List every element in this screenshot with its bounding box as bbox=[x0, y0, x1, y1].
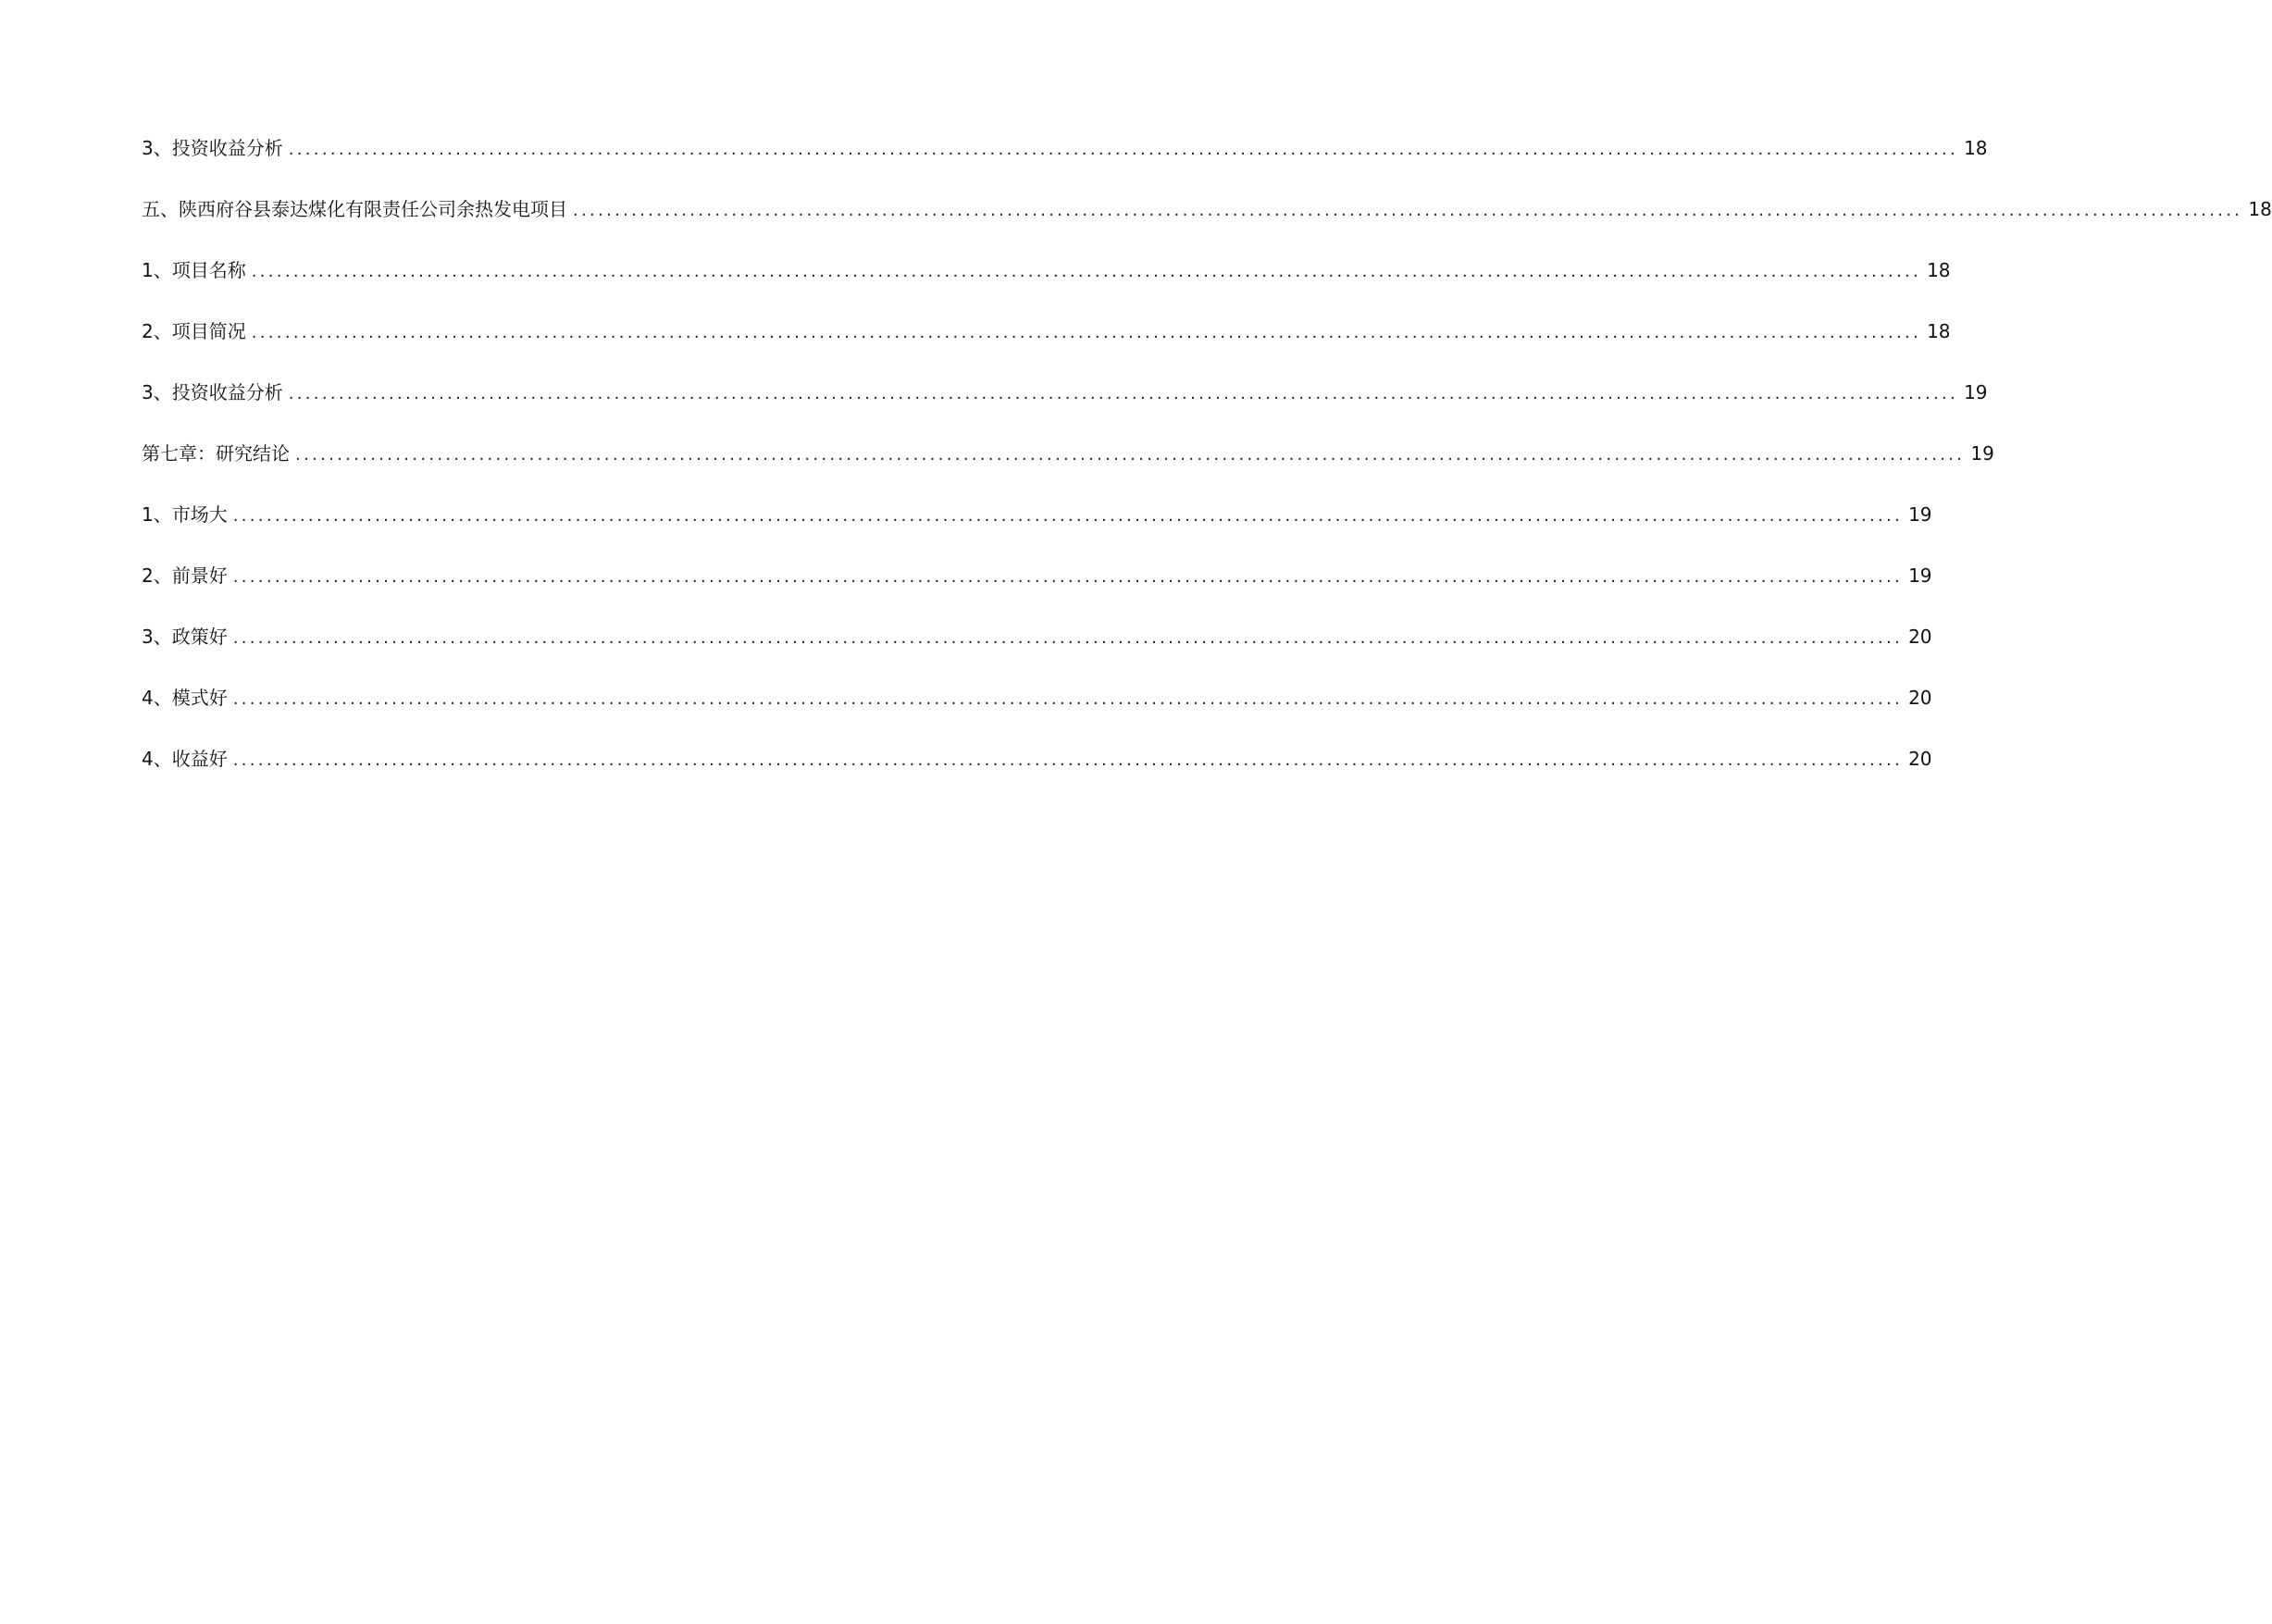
toc-entry[interactable] bbox=[142, 746, 1932, 807]
toc-entry[interactable] bbox=[142, 379, 1988, 440]
toc-entry-page: 19 bbox=[1970, 442, 1994, 465]
toc-entry-title: 第七章：研究结论 bbox=[142, 442, 290, 465]
toc-entry-title: 1、市场大 bbox=[142, 503, 228, 526]
toc-dot-leader: ........................................................................................................................................................................................................ bbox=[288, 140, 1959, 159]
toc-entry-title: 4、模式好 bbox=[142, 687, 228, 709]
toc-entry[interactable] bbox=[142, 318, 1951, 379]
toc-entry-page: 19 bbox=[1964, 381, 1988, 403]
table-of-contents bbox=[142, 135, 2272, 807]
toc-entry[interactable] bbox=[142, 440, 1994, 502]
toc-entry-page: 19 bbox=[1908, 564, 1932, 587]
toc-dot-leader: ........................................................................................................................................................................................................ bbox=[251, 323, 1922, 342]
toc-entry-page: 18 bbox=[1927, 259, 1951, 281]
toc-entry[interactable] bbox=[142, 196, 2272, 257]
toc-dot-leader: ........................................................................................................................................................................................................ bbox=[232, 506, 1904, 526]
toc-entry-page: 19 bbox=[1908, 503, 1932, 526]
toc-entry-title: 4、收益好 bbox=[142, 748, 228, 770]
toc-entry[interactable] bbox=[142, 685, 1932, 746]
toc-dot-leader: ........................................................................................................................................................................................................ bbox=[251, 262, 1922, 281]
toc-entry-page: 18 bbox=[2248, 198, 2272, 220]
toc-entry[interactable] bbox=[142, 135, 1988, 196]
toc-dot-leader: ........................................................................................................................................................................................................ bbox=[232, 689, 1904, 709]
toc-entry-title: 3、投资收益分析 bbox=[142, 381, 283, 403]
toc-dot-leader: ........................................................................................................................................................................................................ bbox=[232, 750, 1904, 770]
toc-entry-page: 20 bbox=[1908, 748, 1932, 770]
toc-entry-title: 五、陕西府谷县泰达煤化有限责任公司余热发电项目 bbox=[142, 198, 567, 220]
toc-dot-leader: ........................................................................................................................................................................................................ bbox=[573, 201, 2243, 220]
toc-entry-title: 2、项目简况 bbox=[142, 320, 246, 342]
toc-entry-page: 18 bbox=[1927, 320, 1951, 342]
toc-entry-page: 18 bbox=[1964, 137, 1988, 159]
toc-entry[interactable] bbox=[142, 257, 1951, 318]
toc-entry[interactable] bbox=[142, 563, 1932, 624]
toc-entry-page: 20 bbox=[1908, 626, 1932, 648]
toc-entry-title: 3、投资收益分析 bbox=[142, 137, 283, 159]
toc-entry-title: 2、前景好 bbox=[142, 564, 228, 587]
toc-entry-page: 20 bbox=[1908, 687, 1932, 709]
toc-entry-title: 1、项目名称 bbox=[142, 259, 246, 281]
toc-entry[interactable] bbox=[142, 624, 1932, 685]
toc-dot-leader: ........................................................................................................................................................................................................ bbox=[295, 445, 1966, 465]
toc-entry-title: 3、政策好 bbox=[142, 626, 228, 648]
toc-dot-leader: ........................................................................................................................................................................................................ bbox=[288, 384, 1959, 403]
toc-dot-leader: ........................................................................................................................................................................................................ bbox=[232, 628, 1904, 648]
toc-dot-leader: ........................................................................................................................................................................................................ bbox=[232, 567, 1904, 587]
toc-entry[interactable] bbox=[142, 502, 1932, 563]
